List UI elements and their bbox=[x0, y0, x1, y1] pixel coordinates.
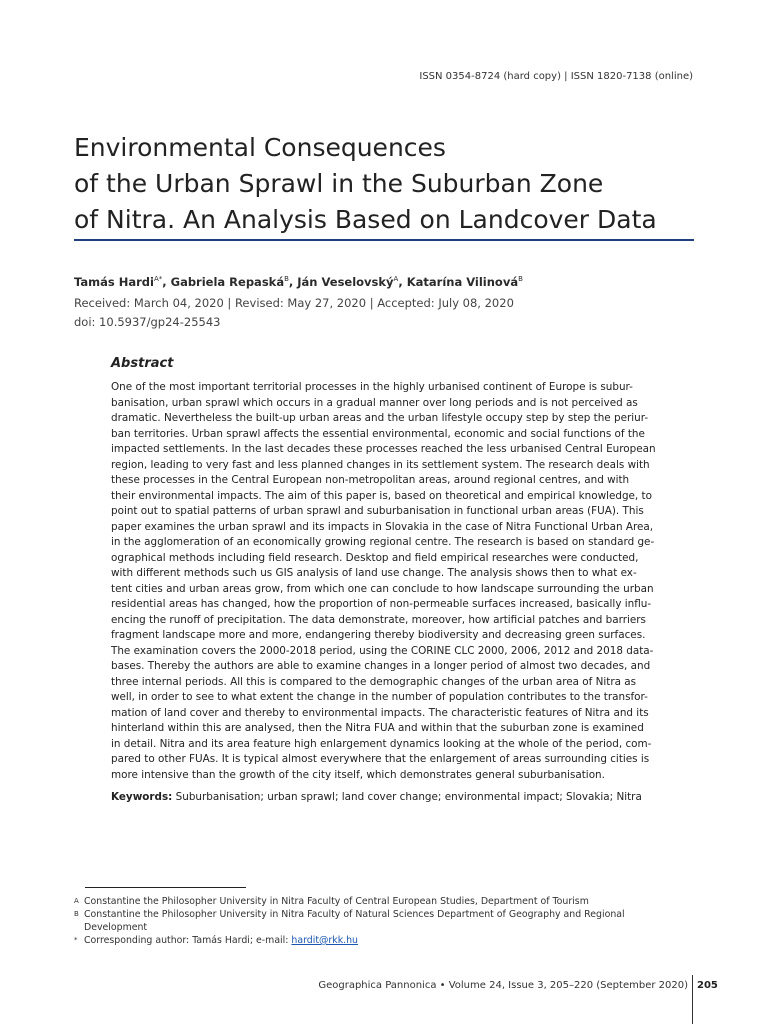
footnote-mark: A bbox=[74, 897, 79, 905]
author-name: Tamás Hardi bbox=[74, 275, 154, 289]
abstract-line: hinterland within this are analysed, then the Nitra FUA and within that the suburban zone is examined bbox=[111, 722, 644, 734]
page-number: 205 bbox=[697, 980, 718, 991]
email-link[interactable]: hardit@rkk.hu bbox=[291, 935, 358, 946]
abstract-heading: Abstract bbox=[111, 356, 174, 371]
footnote-mark: * bbox=[74, 936, 78, 944]
abstract-line: bases. Thereby the authors are able to examine changes in a longer period of almost two decades, and bbox=[111, 660, 651, 672]
title-line: of the Urban Sprawl in the Suburban Zone bbox=[74, 169, 604, 198]
author-name: Ján Veselovský bbox=[297, 275, 394, 289]
title-line: of Nitra. An Analysis Based on Landcover Data bbox=[74, 205, 657, 234]
journal-citation: Geographica Pannonica • Volume 24, Issue 3, 205–220 (September 2020) bbox=[318, 980, 688, 991]
footnote-text: Constantine the Philosopher University in Nitra Faculty of Natural Sciences Department of Geography and Regional Development bbox=[84, 909, 625, 933]
abstract-line: with different methods such us GIS analysis of land use change. The analysis shows then to what ex- bbox=[111, 567, 637, 579]
abstract-line: three internal periods. All this is compared to the demographic changes of the urban area of Nitra as bbox=[111, 675, 637, 688]
abstract-line: fragment landscape more and more, endangering thereby biodiversity and decreasing green surfaces. bbox=[111, 629, 646, 641]
footnote-divider bbox=[85, 887, 246, 888]
title-divider bbox=[74, 239, 694, 241]
abstract-line: in detail. Nitra and its area feature high enlargement dynamics looking at the whole of the period, com- bbox=[111, 737, 652, 750]
abstract-line: The examination covers the 2000-2018 period, using the CORINE CLC 2000, 2006, 2012 and 2018 data- bbox=[111, 644, 654, 657]
issn-line: ISSN 0354-8724 (hard copy) | ISSN 1820-7138 (online) bbox=[419, 71, 693, 82]
author-name: Gabriela Repaská bbox=[170, 275, 285, 289]
footnote bbox=[74, 895, 674, 908]
received-dates: Received: March 04, 2020 | Revised: May 27, 2020 | Accepted: July 08, 2020 bbox=[74, 296, 514, 310]
abstract-line: pared to other FUAs. It is typical almost everywhere that the enlargement of areas surrounding cities is bbox=[111, 753, 650, 765]
footnote bbox=[74, 934, 674, 947]
abstract-line: in the agglomeration of an economically growing regional centre. The research is based on standard ge- bbox=[111, 536, 655, 548]
abstract-line: dramatic. Nevertheless the built-up urban areas and the urban lifestyle occupy step by step the periur- bbox=[111, 412, 649, 424]
author-name: Katarína Vilinová bbox=[406, 275, 519, 289]
page-number-divider bbox=[692, 975, 693, 1024]
abstract-line: tent cities and urban areas grow, from which one can conclude to how landscape surrounding the urban bbox=[111, 582, 654, 595]
author-affiliation-mark: A* bbox=[153, 275, 163, 284]
footnote-text bbox=[84, 934, 674, 947]
abstract-line: residential areas has changed, how the proportion of non-permeable surfaces increased, basically influ- bbox=[111, 598, 652, 610]
footnote-text: Constantine the Philosopher University in Nitra Faculty of Central European Studies, Department of Tourism bbox=[84, 896, 589, 907]
abstract-line: more intensive than the growth of the city itself, which demonstrates general suburbanisation. bbox=[111, 768, 605, 781]
abstract-line: banisation, urban sprawl which occurs in a gradual manner over long periods and is not perceived as bbox=[111, 396, 638, 409]
abstract-line: paper examines the urban sprawl and its impacts in Slovakia in the case of Nitra Functional Urban Area, bbox=[111, 520, 654, 533]
paper-title bbox=[74, 130, 694, 238]
abstract-body bbox=[111, 380, 657, 783]
author-affiliation-mark: B bbox=[518, 275, 523, 284]
doi: doi: 10.5937/gp24-25543 bbox=[74, 315, 221, 329]
keywords-list: Suburbanisation; urban sprawl; land cover change; environmental impact; Slovakia; Nitra bbox=[172, 791, 642, 803]
abstract-line: impacted settlements. In the last decades these processes reached the less urbanised Central European bbox=[111, 443, 656, 455]
abstract-line: ographical methods including field research. Desktop and field empirical researches were conducted, bbox=[111, 551, 639, 564]
abstract-line: these processes in the Central European non-metropolitan areas, around regional centres, and with bbox=[111, 474, 630, 486]
keywords-label: Keywords: bbox=[111, 791, 173, 803]
abstract-line: their environmental impacts. The aim of this paper is, based on theoretical and empirical knowledge, to bbox=[111, 489, 652, 502]
abstract-line: region, leading to very fast and less planned changes in its settlement system. The research deals with bbox=[111, 458, 650, 471]
corresponding-author-text: Corresponding author: Tamás Hardi; e-mail: bbox=[84, 935, 292, 946]
abstract-line: ban territories. Urban sprawl affects the essential environmental, economic and social functions of the bbox=[111, 427, 645, 440]
abstract-line: well, in order to see to what extent the change in the number of population contributes to the transfor- bbox=[111, 691, 648, 703]
abstract-line: point out to spatial patterns of urban sprawl and suburbanisation in functional urban areas (FUA). This bbox=[111, 505, 644, 517]
author-list: Tamás Hardi$^{A*}$, Gabriela Repaská$^B$, Ján Veselovský$^A$, Katarína Vilinová$^B$ bbox=[74, 275, 523, 289]
abstract-line: mation of land cover and thereby to environmental impacts. The characteristic features of Nitra and its bbox=[111, 706, 649, 719]
title-line: Environmental Consequences bbox=[74, 133, 446, 162]
footnote bbox=[74, 908, 674, 934]
abstract-line: One of the most important territorial processes in the highly urbanised continent of Europe is subur- bbox=[111, 381, 633, 393]
author-affiliation-mark: A bbox=[393, 275, 399, 284]
footnote-mark: B bbox=[74, 910, 79, 918]
author-affiliation-mark: B bbox=[284, 275, 289, 284]
keywords bbox=[111, 791, 657, 803]
abstract-line: encing the runoff of precipitation. The data demonstrate, moreover, how artificial patches and barriers bbox=[111, 613, 646, 626]
footnotes bbox=[74, 895, 674, 947]
